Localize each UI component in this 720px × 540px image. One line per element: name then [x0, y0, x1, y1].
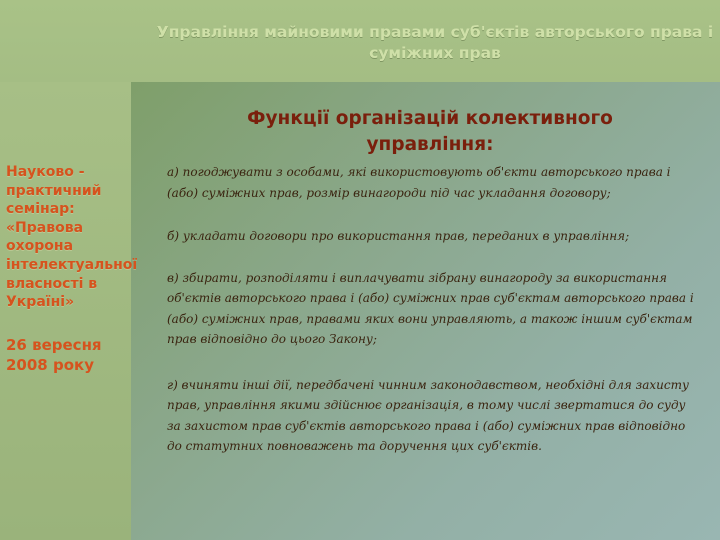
seminar-date: 26 вересня 2008 року: [6, 336, 102, 374]
functions-list: [167, 162, 702, 477]
function-item-d: г) вчиняти інші дії, передбачені чинним законодавством, необхідні для захисту прав, управління якими здійснює організація, в тому числі звертатися до суду за захистом прав суб'єктів авторського права і (або) суміжних прав відповідно до статутних повноважень та доручення цих суб'єктів.: [167, 377, 689, 453]
function-item-c: в) збирати, розподіляти і виплачувати зібрану винагороду за використання об'єктів авторського права і (або) суміжних прав суб'єктам авторського права і (або) суміжних прав, правами яких вони управляють, а також іншим суб'єктам прав відповідно до цього Закону;: [167, 270, 694, 346]
functions-title: Функції організацій колективного управління:: [247, 108, 613, 155]
function-item-b: б) укладати договори про використання прав, переданих в управління;: [167, 229, 630, 243]
seminar-caption: Науково - практичний семінар: «Правова охорона інтелектуальної власності в Україні»: [6, 164, 138, 311]
header-title: Управління майновими правами суб'єктів авторського права і суміжних прав: [156, 23, 714, 62]
header-band: [0, 0, 720, 82]
function-item-a: а) погоджувати з особами, які використовують об'єкти авторського права і (або) суміжних прав, розмір винагороди під час укладання договору;: [167, 165, 671, 200]
